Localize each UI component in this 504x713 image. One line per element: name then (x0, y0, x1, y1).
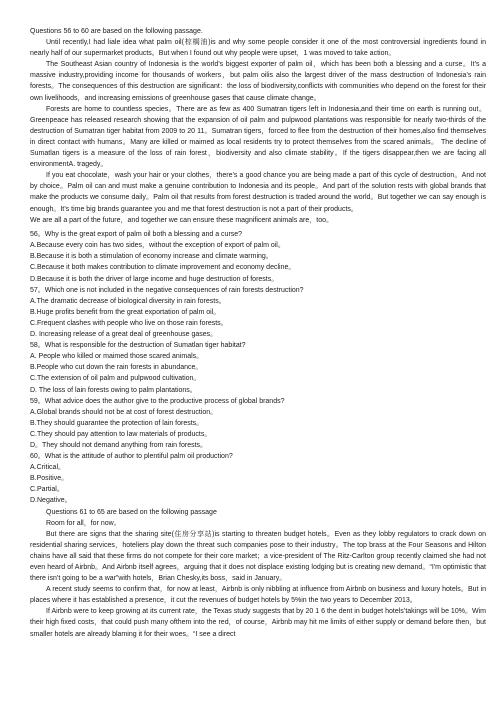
question-stem: 59。What advice does the author give to the productive process of global brands? (30, 397, 285, 405)
answer-option: B.Huge profits benefit from the great exportation of palm oil。 (30, 308, 221, 316)
answer-option: C.Because it both makes contribution to climate improvement and economy decline。 (30, 264, 296, 272)
answer-option: D。They should not demand anything from rain forests。 (30, 441, 208, 449)
answer-option: B.Positive。 (30, 475, 69, 483)
passage-paragraph: A recent study seems to confirm that，for now at least，Airbnb is only nibbling at influence from Airbnb on business and luxury hotels。But in places where it has established a presence，it cut the revenues of budget hotels by 5%in the two years to December 2013。 (30, 586, 486, 605)
question-stem: 56。Why is the great export of palm oil both a blessing and a curse? (30, 231, 243, 239)
section-intro: Questions 56 to 60 are based on the following passage. (30, 28, 203, 35)
answer-option: D. Increasing release of a great deal of greenhouse gases。 (30, 331, 218, 339)
answer-option: B.People who cut down the rain forests in abundance。 (30, 364, 203, 372)
answer-option: A.Critical。 (30, 464, 66, 472)
passage-paragraph: Forests are home to countless species。There are as few as 400 Sumatran tigers left in Indonesia,and their time on earth is running out。Greenpeace has released research showing that the expansion of oil palm and pulpwood plantations was responsible for nearly two-thirds of the destruction of Sumatran tiger habitat from 2009 to 20 11。Sumatran tigers，forced to flee from the destruction of their homes,also find themselves in direct contact with humans。Many are killed or maimed as local residents try to protect themselves from the scared animals。 The decline of Sumatlan tigers is a measure of the loss of rain forest，biodiversity and also climate stability。If the tigers disappear,then we are facing all environmentA. tragedy。 (30, 105, 486, 169)
passage-paragraph: But there are signs that the sharing site(住房分享站)is starting to threaten budget hotels。Even as they lobby regulators to crack down on residential sharing services，hoteliers play down the threat such companies pose to their industry。The top brass at the Four Seasons and Hilton chains have all said that these firms do not compete for their core market；a vice-president of The Ritz-Carlton group recently claimed she had not even heard of Airbnb。And Airbnb itself agrees，arguing that it does not displace existing lodging but is creating new demand。“I'm optimistic that there isn’t going to be a war”with hotels，Brian Chesky,its boss，said in January。 (30, 530, 486, 583)
answer-option: A.Because every coin has two sides，without the exception of export of palm oil。 (30, 242, 285, 250)
answer-option: A.Global brands should not be at cost of forest destruction。 (30, 408, 218, 416)
question-list (30, 229, 486, 506)
section-intro: Questions 61 to 65 are based on the following passage (46, 508, 217, 516)
passage-paragraph: If you eat chocolate，wash your hair or your clothes，there’s a good chance you are being made a part of this cycle of destruction。And not by choice。Palm oil can and must make a genuine contribution to Indonesia and its people。And part of the solution rests with global brands that make the products we consume daily。Palm oil that results from forest destruction is traded around the world。But together we can say enough is enough。It’s time big brands guarantee you and me that forest destruction is not a part of their products。 (30, 172, 486, 213)
answer-option: C.Frequent clashes with people who live on those rain forests。 (30, 319, 228, 327)
passage-paragraph: If Airbnb were to keep growing at its current rate，the Texas study suggests that by 20 1 6 the dent in budget hotels’takings will be 10%。Wim their high fixed costs，that could push many ofthem into the red，of course，Airbnb may hit me limits of either supply or demand before then，but smaller hotels are already blaming it for their woes。“I see a direct (30, 608, 486, 638)
answer-option: B.Because it is both a stimulation of economy increase and climate warming。 (30, 253, 273, 261)
passage-closing: We are all a part of the future，and together we can ensure these magnificent animals are，too。 (30, 216, 333, 224)
answer-option: D.Negative。 (30, 497, 72, 505)
answer-option: D. The loss of lain forests owing to palm plantations。 (30, 386, 197, 394)
passage-paragraph: The Southeast Asian country of Indonesia is the world’s biggest exporter of palm oil，which has been both a blessing and a curse。It’s a massive industry,providing income for thousands of workers，but palm oilis also the largest driver of the mass destruction of Indonesia’s rain forests。The consequences of this destruction are significant：the loss of biodiversity,conflicts with communities who depend on the forest for their own livelihoods，and increasing emissions of greenhouse gases that cause climate change。 (30, 61, 486, 102)
answer-option: A.The dramatic decrease of biological diversity in rain forests。 (30, 297, 226, 305)
answer-option: C.Partial。 (30, 486, 64, 494)
question-stem: 58。What is responsible for the destruction of Sumatlan tiger habitat? (30, 342, 246, 350)
answer-option: D.Because it is both the driver of large income and huge destruction of forests。 (30, 275, 279, 283)
question-stem: 60。What is the attitude of author to plentiful palm oil production? (30, 453, 233, 461)
passage-title: Room for all，for now。 (46, 519, 121, 527)
answer-option: C.The extension of oil palm and pulpwood cultivation。 (30, 375, 201, 383)
document-page (30, 26, 486, 640)
answer-option: C.They should pay attention to law materials of products。 (30, 430, 212, 438)
answer-option: B.They should guarantee the protection of lain forests。 (30, 419, 204, 427)
question-stem: 57。Which one is not included in the negative consequences of rain forests destruction? (30, 286, 304, 294)
answer-option: A. People who killed or maimed those scared animals。 (30, 353, 204, 361)
passage-paragraph: Until recently,I had liale idea what palm oil(棕榈油)is and why some people consider it one of the most controversial ingredients found in nearly half of our supermarket products。But when I found out why people were upset，1 was moved to take action。 (30, 39, 486, 58)
